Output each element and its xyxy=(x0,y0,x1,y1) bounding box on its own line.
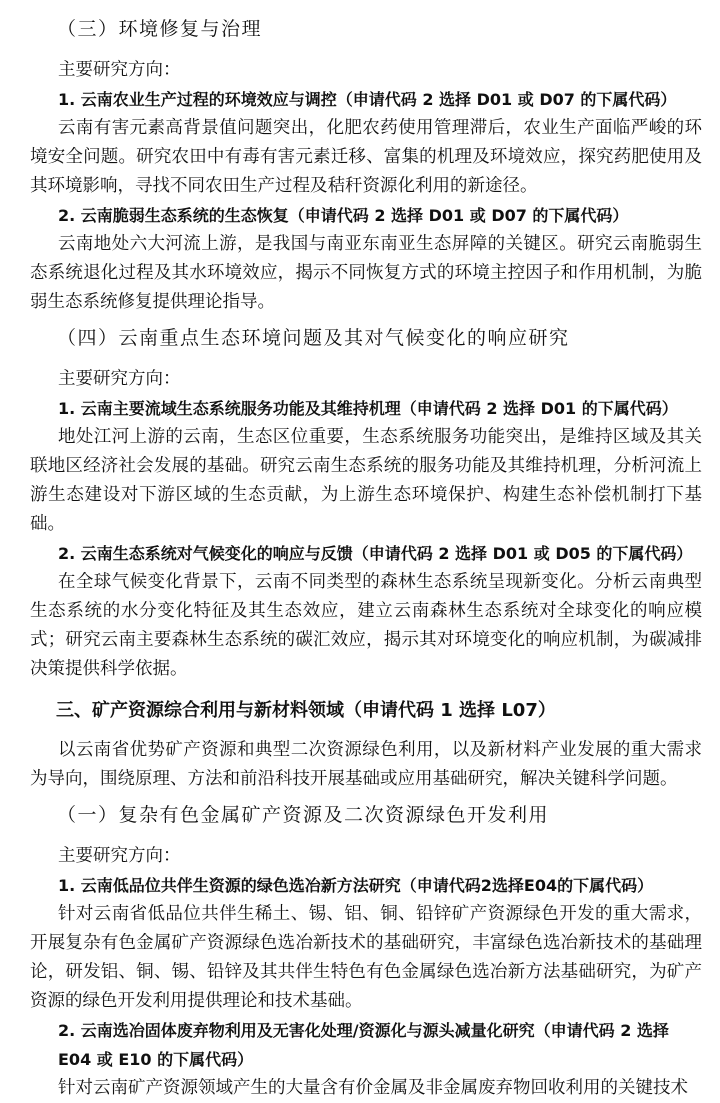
paragraph: 在全球气候变化背景下，云南不同类型的森林生态系统呈现新变化。分析云南典型生态系统的水分变化特征及其生态效应，建立云南森林生态系统对全球变化的响应模式；研究云南主要森林生态系统的碳汇效应，揭示其对环境变化的响应机制，为碳减排决策提供科学依据。 xyxy=(30,572,702,679)
subsection-heading: （三）环境修复与治理 xyxy=(57,18,263,40)
research-direction-label: 主要研究方向： xyxy=(58,369,181,389)
research-item-title: 2. 云南脆弱生态系统的生态恢复（申请代码 2 选择 D01 或 D07 的下属代码） xyxy=(58,206,629,225)
paragraph: 云南地处六大河流上游，是我国与南亚东南亚生态屏障的关键区。研究云南脆弱生态系统退化过程及其水环境效应，揭示不同恢复方式的环境主控因子和作用机制，为脆弱生态系统修复提供理论指导。 xyxy=(30,234,702,312)
research-item-title: 1. 云南主要流域生态系统服务功能及其维持机理（申请代码 2 选择 D01 的下属代码） xyxy=(58,399,678,418)
research-direction-label: 主要研究方向： xyxy=(58,60,181,80)
paragraph: 针对云南省低品位共伴生稀土、锡、铝、铜、铅锌矿产资源绿色开发的重大需求，开展复杂有色金属矿产资源绿色选冶新技术的基础研究，丰富绿色选冶新技术的基础理论，研发铝、铜、锡、铅锌及其共伴生特色有色金属绿色选冶新方法基础研究，为矿产资源的绿色开发利用提供理论和技术基础。 xyxy=(30,904,702,1011)
research-item-title: 1. 云南低品位共伴生资源的绿色选冶新方法研究（申请代码2选择E04的下属代码） xyxy=(58,876,654,895)
subsection-heading: （一）复杂有色金属矿产资源及二次资源绿色开发利用 xyxy=(57,804,550,826)
research-item-title: 2. 云南生态系统对气候变化的响应与反馈（申请代码 2 选择 D01 或 D05 的下属代码） xyxy=(58,544,693,563)
section-heading: 三、矿产资源综合利用与新材料领域（申请代码 1 选择 L07） xyxy=(56,700,556,721)
paragraph: 以云南省优势矿产资源和典型二次资源绿色利用，以及新材料产业发展的重大需求为导向，围绕原理、方法和前沿科技开展基础或应用基础研究，解决关键科学问题。 xyxy=(30,740,702,789)
subsection-heading: （四）云南重点生态环境问题及其对气候变化的响应研究 xyxy=(57,327,570,349)
paragraph: 针对云南矿产资源领域产生的大量含有价金属及非金属废弃物回收利用的关键技术 xyxy=(58,1078,688,1098)
research-direction-label: 主要研究方向： xyxy=(58,846,181,866)
paragraph: 地处江河上游的云南，生态区位重要，生态系统服务功能突出，是维持区域及其关联地区经济社会发展的基础。研究云南生态系统的服务功能及其维持机理，分析河流上游生态建设对下游区域的生态贡献，为上游生态环境保护、构建生态补偿机制打下基础。 xyxy=(30,427,702,534)
paragraph: 云南有害元素高背景值问题突出，化肥农药使用管理滞后，农业生产面临严峻的环境安全问题。研究农田中有毒有害元素迁移、富集的机理及环境效应，探究药肥使用及其环境影响，寻找不同农田生产过程及秸秆资源化利用的新途径。 xyxy=(30,118,702,196)
research-item-title: 1. 云南农业生产过程的环境效应与调控（申请代码 2 选择 D01 或 D07 的下属代码） xyxy=(58,90,677,109)
research-item-title: 2. 云南选冶固体废弃物利用及无害化处理/资源化与源头减量化研究（申请代码 2 选择 E04 或 E10 的下属代码） xyxy=(58,1021,669,1069)
